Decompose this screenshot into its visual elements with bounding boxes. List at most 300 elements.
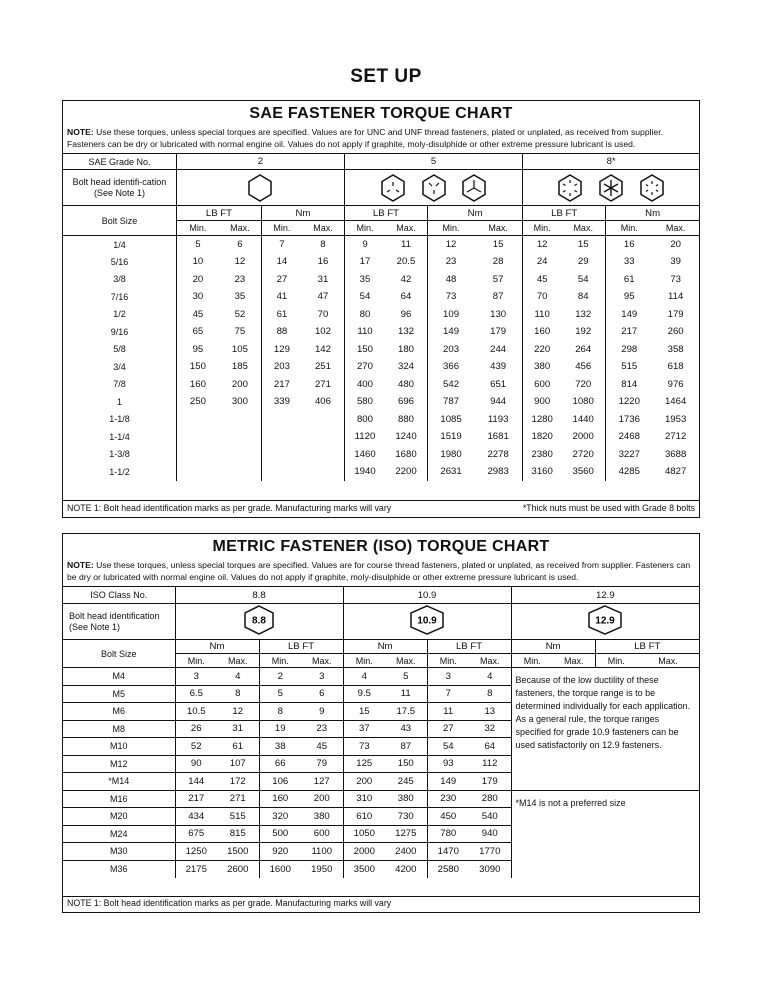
torque-value: 150 bbox=[397, 758, 414, 770]
torque-value: 217 bbox=[606, 323, 653, 341]
torque-value: 1280 bbox=[523, 411, 561, 429]
torque-value: 84 bbox=[577, 291, 589, 303]
torque-value: 8 bbox=[259, 703, 301, 721]
max-label: Max. bbox=[396, 223, 416, 233]
torque-value: 450 bbox=[427, 808, 469, 826]
torque-value: 2712 bbox=[664, 431, 687, 443]
table-row bbox=[63, 428, 699, 446]
bolt-size: 3/8 bbox=[113, 274, 126, 285]
min-label: Min. bbox=[261, 221, 302, 236]
torque-value: 110 bbox=[344, 323, 385, 341]
torque-value bbox=[302, 446, 345, 464]
torque-value: 1980 bbox=[428, 446, 475, 464]
max-label: Max. bbox=[312, 655, 332, 666]
torque-value: 1220 bbox=[606, 393, 653, 411]
table-row bbox=[63, 376, 699, 394]
torque-value: 244 bbox=[490, 343, 507, 355]
torque-value: 200 bbox=[231, 378, 248, 390]
torque-value: 800 bbox=[344, 411, 385, 429]
torque-value: 39 bbox=[670, 256, 681, 268]
metric-table bbox=[63, 586, 699, 878]
metric-note bbox=[63, 558, 699, 586]
torque-value: 132 bbox=[575, 308, 592, 320]
torque-value: 23 bbox=[234, 273, 246, 285]
max-label: Max. bbox=[230, 223, 250, 233]
table-row bbox=[63, 393, 699, 411]
table-row bbox=[63, 341, 699, 359]
torque-value: 64 bbox=[484, 740, 496, 752]
torque-value: 16 bbox=[317, 256, 329, 268]
torque-value bbox=[176, 463, 219, 481]
table-row bbox=[63, 790, 699, 808]
torque-value: 179 bbox=[481, 775, 498, 787]
sae-grade-2: 2 bbox=[176, 154, 344, 170]
torque-value: 4285 bbox=[606, 463, 653, 481]
torque-value: 30 bbox=[176, 288, 219, 306]
torque-value: 3090 bbox=[479, 863, 501, 875]
sae-footnote-left: NOTE 1: Bolt head identification marks as per grade. Manufacturing marks will vary bbox=[67, 503, 392, 513]
hex-head-6-lines-icon bbox=[555, 173, 585, 203]
torque-value: 144 bbox=[175, 773, 217, 791]
torque-value: 16 bbox=[606, 236, 653, 254]
torque-value: 245 bbox=[397, 775, 414, 787]
metric-torque-chart bbox=[62, 533, 700, 913]
torque-value: 1100 bbox=[311, 845, 333, 857]
bolt-size: M30 bbox=[109, 846, 128, 857]
sae-footnote-row bbox=[63, 500, 699, 517]
torque-value: 105 bbox=[231, 343, 248, 355]
torque-value: 920 bbox=[259, 843, 301, 861]
hex-head-plain-icon bbox=[245, 173, 275, 203]
torque-value bbox=[302, 411, 345, 429]
mark-8-8: 8.8 bbox=[252, 615, 266, 627]
torque-value: 456 bbox=[575, 361, 592, 373]
torque-value: 160 bbox=[259, 790, 301, 808]
torque-value: 96 bbox=[400, 308, 412, 320]
torque-value: 17 bbox=[344, 253, 385, 271]
torque-value: 54 bbox=[427, 738, 469, 756]
torque-value: 610 bbox=[343, 808, 385, 826]
max-label: Max. bbox=[396, 655, 416, 666]
torque-value: 47 bbox=[317, 291, 329, 303]
torque-value: 172 bbox=[229, 775, 246, 787]
torque-value: 380 bbox=[397, 793, 414, 805]
torque-value: 88 bbox=[261, 323, 302, 341]
sae-g8-nm: Nm bbox=[606, 206, 699, 221]
table-row bbox=[63, 253, 699, 271]
sae-headid-label: Bolt head identifi-cation (See Note 1) bbox=[72, 176, 167, 198]
torque-value: 27 bbox=[261, 271, 302, 289]
min-label: Min. bbox=[176, 221, 219, 236]
torque-value: 264 bbox=[575, 343, 592, 355]
torque-value: 112 bbox=[482, 758, 498, 770]
torque-value: 11 bbox=[400, 688, 411, 700]
torque-value: 38 bbox=[259, 738, 301, 756]
torque-value: 4 bbox=[235, 670, 241, 682]
torque-value: 64 bbox=[400, 291, 412, 303]
torque-value: 35 bbox=[344, 271, 385, 289]
metric-class-8-8: 8.8 bbox=[175, 587, 343, 604]
torque-value bbox=[176, 428, 219, 446]
metric-bolt-size-label: Bolt Size bbox=[100, 648, 137, 659]
torque-value: 73 bbox=[343, 738, 385, 756]
torque-value: 8 bbox=[320, 239, 326, 250]
torque-value: 7 bbox=[427, 685, 469, 703]
torque-value: 1681 bbox=[487, 431, 509, 443]
torque-value: 9 bbox=[344, 236, 385, 254]
bolt-size: M20 bbox=[109, 811, 128, 822]
table-row bbox=[63, 463, 699, 481]
table-row bbox=[63, 271, 699, 289]
torque-value: 41 bbox=[261, 288, 302, 306]
torque-value: 75 bbox=[234, 326, 246, 338]
hex-head-12-9-icon bbox=[585, 605, 625, 635]
torque-value: 12 bbox=[428, 236, 475, 254]
torque-value: 32 bbox=[484, 723, 496, 735]
torque-value: 54 bbox=[344, 288, 385, 306]
grade-8-head-marks bbox=[523, 170, 699, 206]
max-label: Max. bbox=[480, 655, 500, 666]
metric-chart-title: METRIC FASTENER (ISO) TORQUE CHART bbox=[212, 538, 550, 555]
torque-value: 780 bbox=[427, 825, 469, 843]
torque-value: 12 bbox=[232, 705, 244, 717]
torque-value: 976 bbox=[667, 378, 684, 390]
torque-value: 45 bbox=[316, 740, 328, 752]
torque-value: 1440 bbox=[572, 413, 594, 425]
torque-value: 2631 bbox=[428, 463, 475, 481]
page-title: SET UP bbox=[350, 66, 422, 87]
sae-note bbox=[63, 125, 699, 153]
torque-value: 434 bbox=[175, 808, 217, 826]
torque-value: 2720 bbox=[572, 448, 594, 460]
sae-table bbox=[63, 153, 699, 481]
torque-value: 127 bbox=[313, 775, 330, 787]
torque-value: 109 bbox=[428, 306, 475, 324]
torque-value: 102 bbox=[314, 326, 331, 338]
torque-value: 1600 bbox=[259, 860, 301, 878]
torque-value: 217 bbox=[261, 376, 302, 394]
torque-value: 150 bbox=[344, 341, 385, 359]
sae-g8-lbft: LB FT bbox=[523, 206, 606, 221]
torque-value: 33 bbox=[606, 253, 653, 271]
torque-value: 880 bbox=[397, 413, 414, 425]
torque-value: 217 bbox=[175, 790, 217, 808]
torque-value: 2000 bbox=[343, 843, 385, 861]
metric-note-label: NOTE: bbox=[67, 560, 94, 570]
torque-value bbox=[219, 428, 262, 446]
torque-value: 814 bbox=[606, 376, 653, 394]
torque-value: 192 bbox=[575, 326, 592, 338]
torque-value: 358 bbox=[667, 343, 684, 355]
torque-value: 61 bbox=[606, 271, 653, 289]
torque-value: 1193 bbox=[487, 413, 509, 425]
torque-value: 230 bbox=[427, 790, 469, 808]
torque-value: 14 bbox=[261, 253, 302, 271]
torque-value: 280 bbox=[481, 793, 498, 805]
torque-value: 9 bbox=[319, 705, 325, 717]
min-label: Min. bbox=[595, 654, 637, 668]
torque-value: 380 bbox=[523, 358, 561, 376]
torque-value: 45 bbox=[176, 306, 219, 324]
torque-value: 1519 bbox=[428, 428, 475, 446]
torque-value: 52 bbox=[234, 308, 246, 320]
torque-value: 28 bbox=[492, 256, 504, 268]
metric-note-text: Use these torques, unless special torques are specified. Values are for course thread fasteners, plated or unplated, as received from supplier. Fasteners can be dry or lubricated with normal engine oil. Values do not apply if graphite, moly-disulphide or other extreme pressure lubricant is used. bbox=[67, 560, 691, 582]
torque-value: 540 bbox=[481, 810, 498, 822]
sae-g2-lbft: LB FT bbox=[176, 206, 261, 221]
torque-value: 57 bbox=[492, 273, 504, 285]
grade-2-head-mark bbox=[176, 170, 344, 206]
torque-value bbox=[219, 411, 262, 429]
torque-value: 406 bbox=[314, 396, 331, 408]
torque-value: 185 bbox=[231, 361, 248, 373]
metric-class-10-9: 10.9 bbox=[343, 587, 511, 604]
min-label: Min. bbox=[606, 221, 653, 236]
max-label: Max. bbox=[227, 655, 248, 666]
torque-value: 54 bbox=[577, 273, 589, 285]
torque-value: 12 bbox=[523, 236, 561, 254]
grade-5-head-marks bbox=[344, 170, 522, 206]
bolt-size: *M14 bbox=[108, 776, 130, 787]
max-label: Max. bbox=[665, 223, 686, 233]
torque-value: 11 bbox=[427, 703, 469, 721]
torque-value: 1080 bbox=[572, 396, 594, 408]
torque-value: 1250 bbox=[175, 843, 217, 861]
torque-value: 320 bbox=[259, 808, 301, 826]
torque-value: 70 bbox=[317, 308, 329, 320]
sae-g5-nm: Nm bbox=[428, 206, 523, 221]
torque-value: 23 bbox=[316, 723, 328, 735]
sae-g2-nm: Nm bbox=[261, 206, 344, 221]
bolt-size: 1/4 bbox=[113, 239, 126, 250]
torque-value: 43 bbox=[400, 723, 412, 735]
min-label: Min. bbox=[259, 654, 301, 668]
torque-value: 149 bbox=[606, 306, 653, 324]
torque-value: 20 bbox=[176, 271, 219, 289]
torque-value: 200 bbox=[313, 793, 330, 805]
torque-value: 220 bbox=[523, 341, 561, 359]
torque-value: 90 bbox=[175, 755, 217, 773]
torque-value: 93 bbox=[427, 755, 469, 773]
torque-value: 95 bbox=[176, 341, 219, 359]
torque-value: 73 bbox=[428, 288, 475, 306]
torque-value: 2580 bbox=[427, 860, 469, 878]
torque-value: 26 bbox=[175, 720, 217, 738]
torque-value: 29 bbox=[577, 256, 589, 268]
torque-value: 15 bbox=[492, 239, 504, 250]
torque-value: 110 bbox=[523, 306, 561, 324]
max-label: Max. bbox=[564, 655, 584, 666]
torque-value: 70 bbox=[523, 288, 561, 306]
bolt-size: M4 bbox=[112, 671, 125, 682]
torque-value: 1275 bbox=[395, 828, 417, 840]
torque-value: 815 bbox=[229, 828, 246, 840]
bolt-size: M16 bbox=[109, 793, 128, 804]
torque-value: 31 bbox=[317, 273, 329, 285]
bolt-size: 1-3/8 bbox=[109, 449, 130, 460]
torque-value: 2200 bbox=[395, 466, 417, 478]
torque-value: 31 bbox=[232, 723, 244, 735]
m129-nm: Nm bbox=[511, 640, 595, 654]
torque-value: 1240 bbox=[395, 431, 417, 443]
torque-value: 2 bbox=[259, 668, 301, 686]
torque-value: 129 bbox=[261, 341, 302, 359]
torque-value: 10.5 bbox=[175, 703, 217, 721]
hex-head-10-9-icon bbox=[407, 605, 447, 635]
torque-value: 300 bbox=[231, 396, 248, 408]
bolt-size: 7/16 bbox=[110, 291, 129, 302]
metric-headid-label: Bolt head identification (See Note 1) bbox=[69, 610, 160, 632]
torque-value: 61 bbox=[232, 740, 244, 752]
min-label: Min. bbox=[427, 654, 469, 668]
hex-head-3-lines-icon bbox=[378, 173, 408, 203]
m14-note: *M14 is not a preferred size bbox=[511, 790, 699, 878]
torque-value: 87 bbox=[492, 291, 504, 303]
torque-value: 4 bbox=[343, 668, 385, 686]
torque-value: 15 bbox=[577, 239, 589, 250]
torque-value: 2600 bbox=[227, 863, 249, 875]
torque-value bbox=[261, 428, 302, 446]
table-row bbox=[63, 668, 699, 686]
sae-chart-title: SAE FASTENER TORQUE CHART bbox=[249, 105, 513, 122]
metric-table-body bbox=[63, 668, 699, 878]
torque-value bbox=[261, 463, 302, 481]
table-row bbox=[63, 306, 699, 324]
torque-value: 439 bbox=[490, 361, 507, 373]
torque-value: 52 bbox=[175, 738, 217, 756]
torque-value: 2400 bbox=[395, 845, 417, 857]
torque-value: 73 bbox=[670, 273, 681, 285]
torque-value: 542 bbox=[428, 376, 475, 394]
grade-12-9-note: Because of the low ductility of these fasteners, the torque range is to be determined individually for each application. As a general rule, the torque ranges specified for grade 10.9 fasteners can be used satisfactorily on 12.9 fasteners. bbox=[511, 668, 699, 791]
torque-value bbox=[219, 463, 262, 481]
bolt-size: 9/16 bbox=[110, 326, 129, 337]
torque-value: 142 bbox=[314, 343, 331, 355]
torque-value: 42 bbox=[400, 273, 412, 285]
torque-value: 2468 bbox=[606, 428, 653, 446]
torque-value: 200 bbox=[343, 773, 385, 791]
metric-footnote: NOTE 1: Bolt head identification marks as per grade. Manufacturing marks will vary bbox=[67, 898, 392, 908]
torque-value: 10 bbox=[176, 253, 219, 271]
torque-value: 380 bbox=[313, 810, 330, 822]
metric-class-12-9: 12.9 bbox=[511, 587, 699, 604]
torque-value: 2000 bbox=[572, 431, 594, 443]
torque-value: 298 bbox=[606, 341, 653, 359]
torque-value: 3227 bbox=[606, 446, 653, 464]
bolt-size: 5/8 bbox=[113, 344, 126, 355]
torque-value: 339 bbox=[261, 393, 302, 411]
torque-value: 3560 bbox=[572, 466, 594, 478]
torque-value: 61 bbox=[261, 306, 302, 324]
mark-12-9: 12.9 bbox=[595, 615, 616, 627]
torque-value: 2380 bbox=[523, 446, 561, 464]
torque-value: 4827 bbox=[664, 466, 687, 478]
sae-grade-label: SAE Grade No. bbox=[88, 156, 151, 167]
bolt-size: 1 bbox=[116, 396, 122, 407]
torque-value: 203 bbox=[428, 341, 475, 359]
torque-value bbox=[176, 446, 219, 464]
torque-value: 4 bbox=[487, 670, 493, 682]
torque-value: 3 bbox=[175, 668, 217, 686]
torque-value: 8 bbox=[235, 688, 241, 700]
torque-value: 787 bbox=[428, 393, 475, 411]
torque-value: 203 bbox=[261, 358, 302, 376]
torque-value: 515 bbox=[229, 810, 246, 822]
min-label: Min. bbox=[344, 221, 385, 236]
table-row bbox=[63, 411, 699, 429]
torque-value: 400 bbox=[344, 376, 385, 394]
torque-value: 2175 bbox=[175, 860, 217, 878]
torque-value: 600 bbox=[313, 828, 330, 840]
torque-value: 1820 bbox=[523, 428, 561, 446]
torque-value: 160 bbox=[176, 376, 219, 394]
bolt-size: 3/4 bbox=[113, 361, 126, 372]
bolt-size: 1/2 bbox=[113, 309, 126, 320]
table-row bbox=[63, 323, 699, 341]
max-label: Max. bbox=[488, 223, 508, 233]
torque-value: 17.5 bbox=[396, 705, 416, 717]
torque-value bbox=[302, 428, 345, 446]
bolt-size: 1-1/2 bbox=[109, 466, 130, 477]
torque-value: 310 bbox=[343, 790, 385, 808]
torque-value: 940 bbox=[481, 828, 498, 840]
torque-value: 5 bbox=[403, 670, 409, 682]
torque-value: 4200 bbox=[395, 863, 417, 875]
torque-value: 251 bbox=[314, 361, 331, 373]
hex-head-asterisk-icon bbox=[596, 173, 626, 203]
torque-value: 150 bbox=[176, 358, 219, 376]
torque-value: 1680 bbox=[395, 448, 417, 460]
torque-value: 651 bbox=[490, 378, 507, 390]
torque-value: 1050 bbox=[343, 825, 385, 843]
torque-value: 179 bbox=[667, 308, 684, 320]
bolt-size: 1-1/4 bbox=[109, 431, 130, 442]
torque-value: 1120 bbox=[344, 428, 385, 446]
torque-value: 1460 bbox=[344, 446, 385, 464]
torque-value: 8 bbox=[487, 688, 493, 700]
torque-value bbox=[261, 411, 302, 429]
bolt-size: M5 bbox=[112, 688, 125, 699]
bolt-size: M8 bbox=[112, 723, 125, 734]
max-label: Max. bbox=[313, 223, 333, 233]
metric-class-label: ISO Class No. bbox=[90, 590, 148, 600]
torque-value: 250 bbox=[176, 393, 219, 411]
torque-value: 20.5 bbox=[396, 256, 416, 268]
torque-value: 271 bbox=[229, 793, 246, 805]
hex-head-y-mark-icon bbox=[459, 173, 489, 203]
torque-value: 95 bbox=[606, 288, 653, 306]
torque-value: 3688 bbox=[664, 448, 687, 460]
m88-nm: Nm bbox=[175, 640, 259, 654]
torque-value: 260 bbox=[667, 326, 684, 338]
torque-value: 1500 bbox=[227, 845, 249, 857]
max-label: Max. bbox=[658, 655, 678, 666]
torque-value: 1085 bbox=[428, 411, 475, 429]
torque-value: 270 bbox=[344, 358, 385, 376]
torque-value: 87 bbox=[400, 740, 412, 752]
torque-value: 179 bbox=[490, 326, 507, 338]
torque-value: 149 bbox=[428, 323, 475, 341]
bolt-size: 7/8 bbox=[113, 379, 126, 390]
min-label: Min. bbox=[175, 654, 217, 668]
metric-footnote-row bbox=[63, 896, 699, 912]
torque-value: 125 bbox=[343, 755, 385, 773]
torque-value: 1950 bbox=[311, 863, 333, 875]
hex-head-6-dashes-icon bbox=[637, 173, 667, 203]
torque-value: 106 bbox=[259, 773, 301, 791]
torque-value: 6.5 bbox=[175, 685, 217, 703]
torque-value: 1953 bbox=[664, 413, 687, 425]
